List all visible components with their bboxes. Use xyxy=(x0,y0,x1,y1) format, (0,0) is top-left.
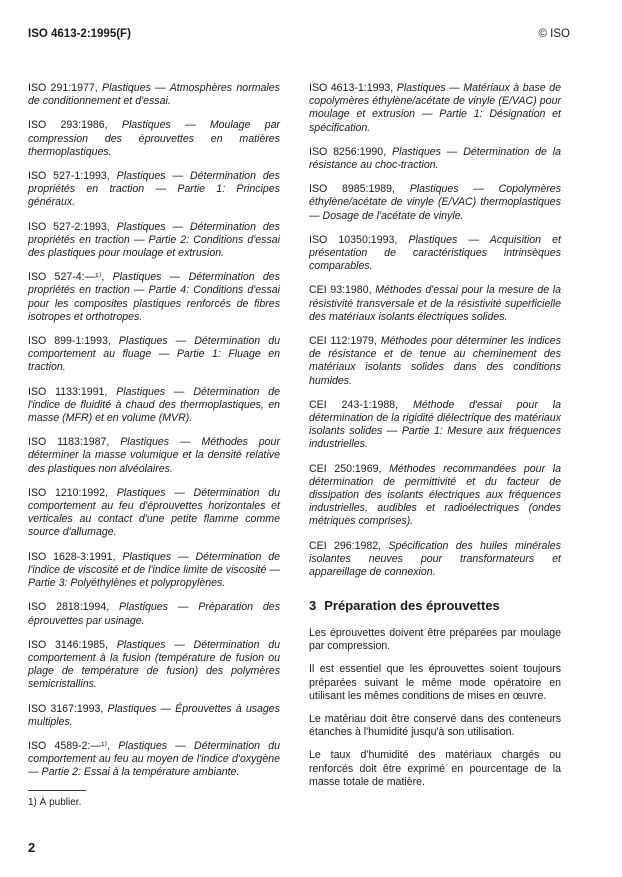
references-right-column xyxy=(309,82,561,590)
reference-item: ISO 527-2:1993, Plastiques — Détermination des propriétés en traction — Partie 2: Conditions d'essai des plastiques pour moulage et extrusion. xyxy=(28,220,280,260)
reference-item: ISO 2818:1994, Plastiques — Préparation des éprouvettes par usinage. xyxy=(28,601,280,627)
footnote-divider xyxy=(28,790,86,791)
reference-item: ISO 8256:1990, Plastiques — Détermination de la résistance au choc-traction. xyxy=(309,145,561,172)
reference-item: ISO 293:1986, Plastiques — Moulage par compression des éprouvettes en matières thermoplastiques. xyxy=(28,119,281,158)
section-title: Préparation des éprouvettes xyxy=(324,598,500,613)
section-heading xyxy=(309,598,569,613)
reference-item: ISO 1183:1987, Plastiques — Méthodes pour déterminer la masse volumique et la densité relative des plastiques non alvéolaires. xyxy=(28,436,280,475)
reference-item: ISO 899-1:1993, Plastiques — Détermination du comportement au fluage — Partie 1: Fluage en traction. xyxy=(28,335,280,374)
document-id: ISO 4613-2:1995(F) xyxy=(28,28,131,40)
section-paragraph: Le taux d'humidité des matériaux chargés ou renforcés doit être exprimé en pourcentage de la masse totale de matière. xyxy=(309,749,561,788)
copyright-mark: © ISO xyxy=(538,28,570,40)
section-paragraph: Le matériau doit être conservé dans des conteneurs étanches à l'humidité jusqu'à son utilisation. xyxy=(309,713,561,739)
reference-item: ISO 8985:1989, Plastiques — Copolymères éthylène/acétate de vinyle (E/VAC) thermoplastiques — Dosage de l'acétate de vinyle. xyxy=(309,183,561,222)
reference-item: ISO 1628-3:1991, Plastiques — Détermination de l'indice de viscosité et de l'indice limite de viscosité — Partie 3: Polyéthylènes et polypropylènes. xyxy=(28,550,280,590)
section-paragraph: Il est essentiel que les éprouvettes soient toujours préparées suivant le même mode opératoire en utilisant les mêmes conditions de mises en œuvre. xyxy=(309,663,561,702)
page-number: 2 xyxy=(28,840,36,855)
reference-item: CEI 296:1982, Spécification des huiles minérales isolantes neuves pour transformateurs et appareillage de connexion. xyxy=(309,539,561,579)
reference-item: CEI 250:1969, Méthodes recommandées pour la détermination de permittivité et du facteur de dissipation des isolants électriques aux fréquences industrielles, audibles et radioélectriques (ondes métriques comprises). xyxy=(309,462,561,528)
reference-item: ISO 527-1:1993, Plastiques — Détermination des propriétés en traction — Partie 1: Principes généraux. xyxy=(28,170,280,209)
reference-item: ISO 527-4:—¹⁾, Plastiques — Détermination des propriétés en traction — Partie 4: Conditions d'essai pour les composites plastiques renforcés de fibres isotropes et orthotropes. xyxy=(28,271,280,323)
reference-item: ISO 1133:1991, Plastiques — Détermination de l'indice de fluidité à chaud des thermoplastiques, en masse (MFR) et en volume (MVR). xyxy=(28,385,280,425)
reference-item: ISO 4613-1:1993, Plastiques — Matériaux à base de copolymères éthylène/acétate de vinyle (E/VAC) pour moulage et extrusion — Partie 1: Désignation et spécification. xyxy=(309,82,561,134)
reference-item: ISO 4589-2:—¹⁾, Plastiques — Détermination du comportement au feu au moyen de l'indice d'oxygène — Partie 2: Essai à la température ambiante. xyxy=(28,739,280,779)
footnote: 1) À publier. xyxy=(28,797,82,808)
reference-item: ISO 1210:1992, Plastiques — Détermination du comportement au feu d'éprouvettes horizontales et verticales au contact d'une petite flamme comme source d'allumage. xyxy=(28,486,280,539)
section-paragraph: Les éprouvettes doivent être préparées par moulage par compression. xyxy=(309,627,561,653)
reference-item: ISO 3167:1993, Plastiques — Éprouvettes à usages multiples. xyxy=(28,702,280,728)
section-number: 3 xyxy=(309,598,317,613)
reference-item: ISO 10350:1993, Plastiques — Acquisition et présentation de caractéristiques intrinsèques comparables. xyxy=(309,233,561,273)
reference-item: CEI 93:1980, Méthodes d'essai pour la mesure de la résistivité transversale et de la résistivité superficielle des matériaux isolants électriques solides. xyxy=(309,284,561,323)
references-left-column xyxy=(28,82,280,791)
section-body xyxy=(309,627,561,799)
reference-item: CEI 243-1:1988, Méthode d'essai pour la détermination de la rigidité diélectrique des matériaux isolants solides — Partie 1: Mesure aux fréquences industrielles. xyxy=(309,398,561,451)
reference-item: ISO 291:1977, Plastiques — Atmosphères normales de conditionnement et d'essai. xyxy=(28,82,280,108)
reference-item: ISO 3146:1985, Plastiques — Détermination du comportement à la fusion (température de fusion ou plage de température de fusion) des polymères semicristallins. xyxy=(28,638,280,691)
reference-item: CEI 112:1979, Méthodes pour déterminer les indices de résistance et de tenue au cheminement des matériaux isolants solides dans des conditions humides. xyxy=(309,335,561,387)
